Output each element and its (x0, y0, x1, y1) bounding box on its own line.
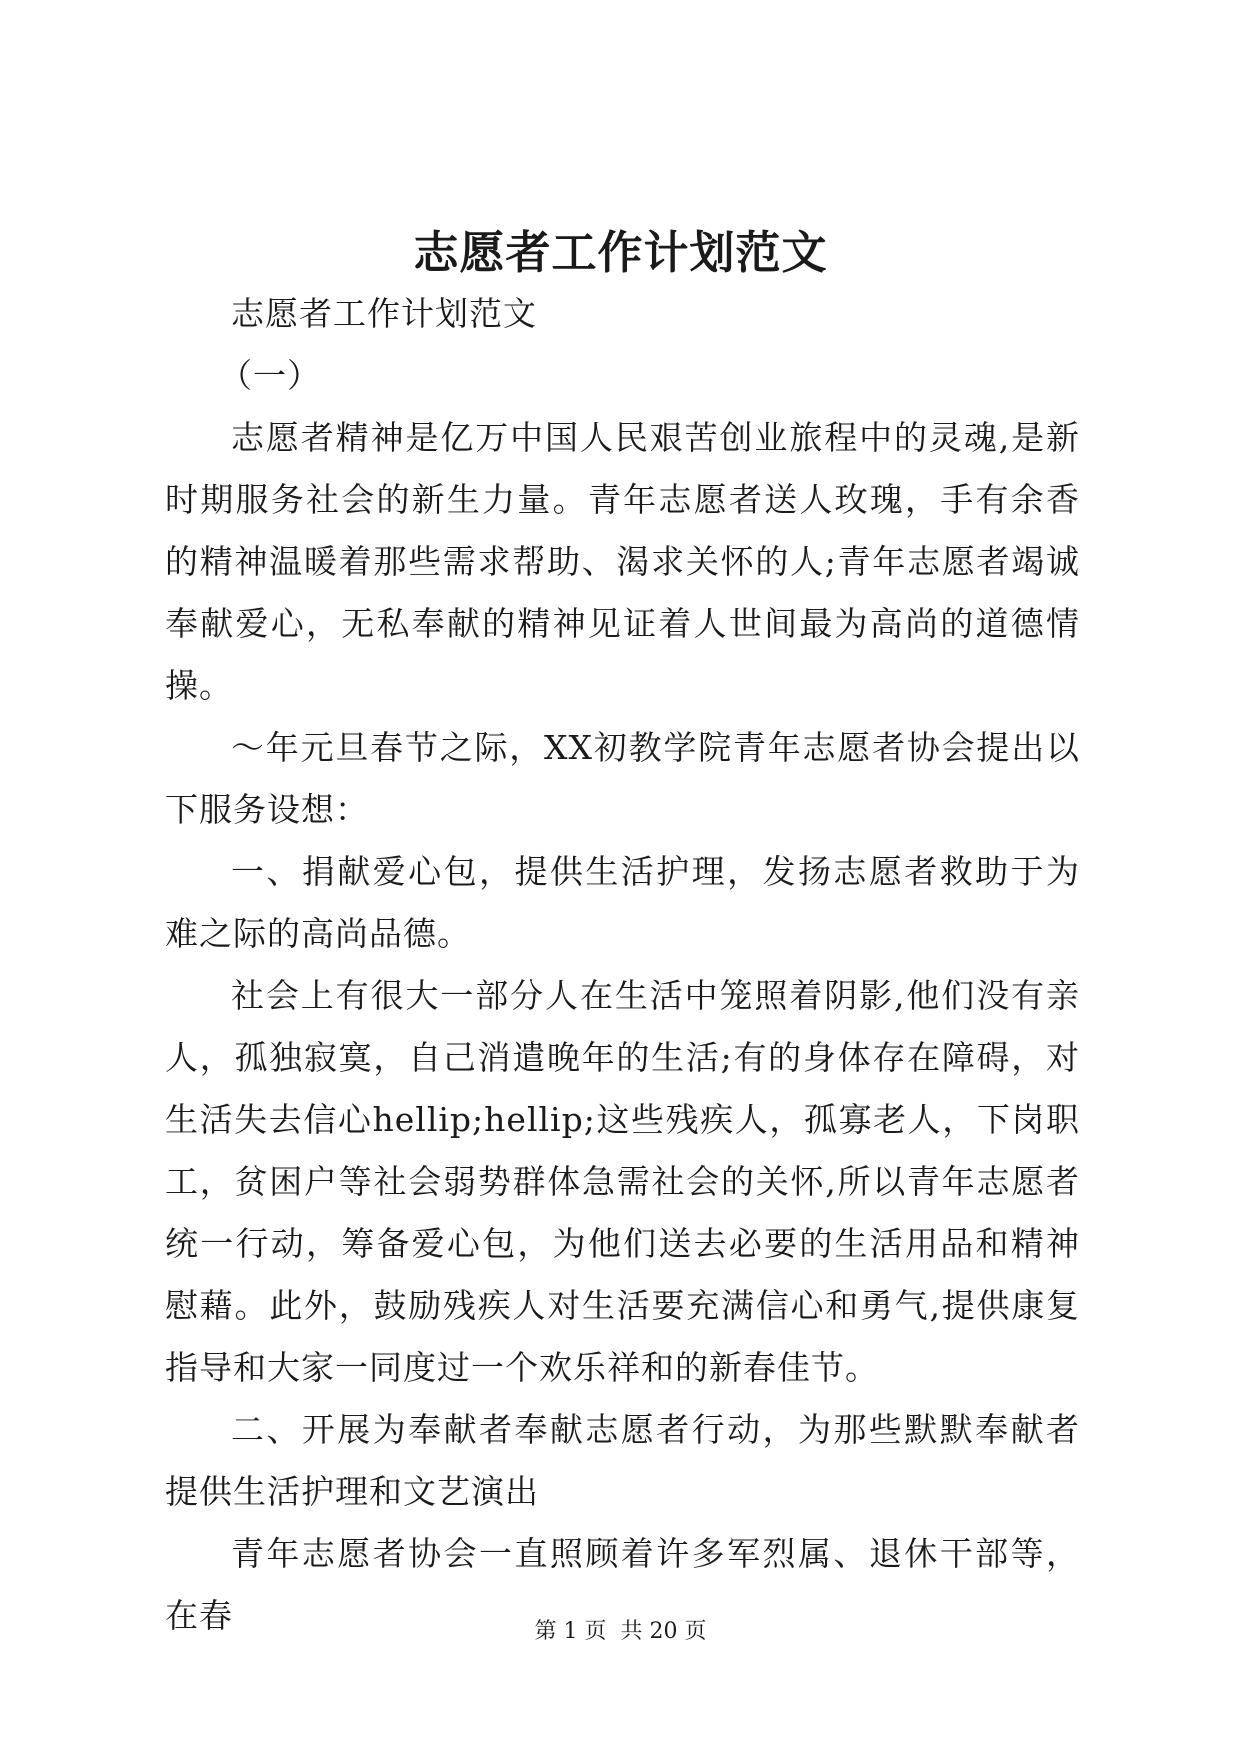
document-title: 志愿者工作计划范文 (413, 226, 828, 279)
page-footer (0, 1617, 1241, 1647)
paragraph-subtitle: 志愿者工作计划范文 (231, 294, 537, 333)
paragraph-section-marker: （一） (219, 356, 321, 395)
paragraph-heading-1: 一、捐献爱心包，提供生活护理，发扬志愿者救助于为难之际的高尚品德。 (165, 852, 1080, 953)
paragraph-heading-2: 二、开展为奉献者奉献志愿者行动，为那些默默奉献者提供生活护理和文艺演出 (165, 1410, 1080, 1511)
paragraph: ～年元旦春节之际，XX初教学院青年志愿者协会提出以下服务设想： (165, 728, 1080, 829)
paragraph: 社会上有很大一部分人在生活中笼照着阴影,他们没有亲人，孤独寂寞，自己消遣晚年的生活;有的身体存在障碍，对生活失去信心hellip;hellip;这些残疾人，孤寡老人，下岗职工，贫困户等社会弱势群体急需社会的关怀,所以青年志愿者统一行动，筹备爱心包，为他们送去必要的生活用品和精神慰藉。此外，鼓励残疾人对生活要充满信心和勇气,提供康复指导和大家一同度过一个欢乐祥和的新春佳节。 (165, 976, 1080, 1387)
document-body (165, 283, 1080, 1647)
paragraph: 青年志愿者协会一直照顾着许多军烈属、退休干部等，在春 (165, 1534, 1080, 1635)
paragraph: 志愿者精神是亿万中国人民艰苦创业旅程中的灵魂,是新时期服务社会的新生力量。青年志愿者送人玫瑰，手有余香的精神温暖着那些需求帮助、渴求关怀的人;青年志愿者竭诚奉献爱心，无私奉献的精神见证着人世间最为高尚的道德情操。 (165, 418, 1080, 705)
page-number-label: 第 1 页 共 20 页 (534, 1619, 707, 1644)
